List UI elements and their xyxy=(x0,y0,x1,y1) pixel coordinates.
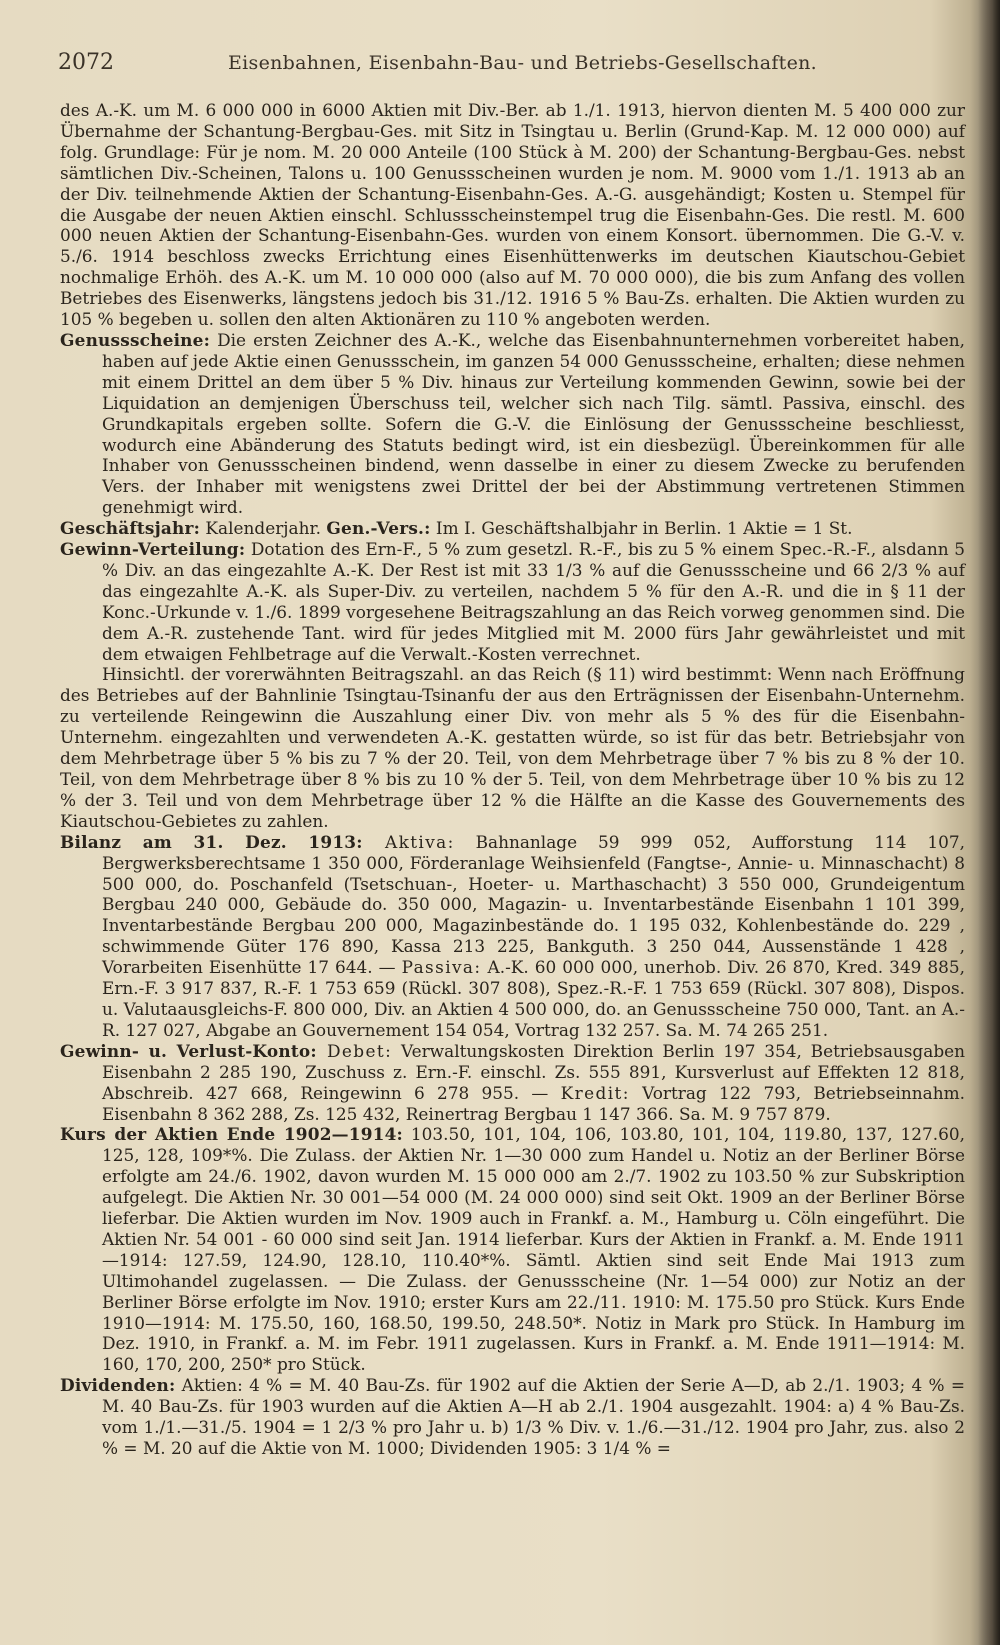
text-gewinn-verteilung: Dotation des Ern-F., 5 % zum gesetzl. R.-F., bis zu 5 % einem Spec.-R.-F., alsdann 5 % Div. an das eingezahlte A.-K. Der Rest ist mit 33 1/3 % auf die Genussscheine und 66 2/3 % auf das eingezahlte A.-K. als Super-Div. zu verteilen, nachdem 5 % für den A.-R. und die in § 11 der Konc.-Urkunde v. 1./6. 1899 vorgesehene Beitragszahlung an das Reich vorweg genommen sind. Die dem A.-R. zustehende Tant. wird für jedes Mitglied mit M. 2000 fürs Jahr gewährleistet und mit dem etwaigen Fehlbetrage auf die Verwalt.-Kosten verrechnet. xyxy=(102,539,965,664)
section-gewinn-verteilung xyxy=(60,539,965,664)
heading-kurs: Kurs der Aktien Ende 1902—1914: xyxy=(60,1124,403,1145)
heading-geschaeftsjahr: Geschäftsjahr: xyxy=(60,518,201,539)
text-debet: Verwaltungskosten Direktion Berlin 197 354, Betriebsausgaben Eisenbahn 2 285 190, Zuschuss z. Ern.-F. einschl. Zs. 555 891, Kursverlust auf Effekten 12 818, Abschreib. 427 668, Reingewinn 6 278 955. — xyxy=(102,1040,966,1103)
heading-dividenden: Dividenden: xyxy=(60,1375,176,1396)
heading-gewinn-verlust-konto: Gewinn- u. Verlust-Konto: xyxy=(60,1040,317,1061)
label-debet: Debet: xyxy=(316,1040,393,1061)
text-dividenden: Aktien: 4 % = M. 40 Bau-Zs. für 1902 auf die Aktien der Serie A—D, ab 2./1. 1903; 4 % = M. 40 Bau-Zs. für 1903 wurden auf die Aktien A—H ab 2./1. 1904 ausgezahlt. 1904: a) 4 % Bau-Zs. vom 1./1.—31./5. 1904 = 1 2/3 % pro Jahr u. b) 1/3 % Div. v. 1./6.—31./12. 1904 pro Jahr, zus. also 2 % = M. 20 auf die Aktie von M. 1000; Dividenden 1905: 3 1/4 % = xyxy=(102,1375,965,1458)
label-passiva: Passiva: xyxy=(401,957,482,978)
heading-gewinn-verteilung: Gewinn-Verteilung: xyxy=(60,539,246,560)
label-aktiva: Aktiva: xyxy=(362,831,455,852)
text-aktiva: Bahnanlage 59 999 052, Aufforstung 114 107, Bergwerksberechtsame 1 350 000, Förderanlage Weihsienfeld (Fangtse-, Annie- u. Minnaschacht) 8 500 000, do. Poschanfeld (Tsetschuan-, Hoeter- u. Marthaschacht) 3 550 000, Grundeigentum Bergbau 240 000, Gebäude do. 350 000, Magazin- u. Inventarbestände Eisenbahn 1 101 399, Inventarbestände Bergbau 200 000, Magazinbestände do. 1 195 032, Kohlenbestände do. 229 , schwimmende Güter 176 890, Kassa 213 225, Bankguth. 3 250 044, Aussenstände 1 428 , Vorarbeiten Eisenhütte 17 644. — xyxy=(102,831,966,978)
text-genussscheine: Die ersten Zeichner des A.-K., welche das Eisenbahnunternehmen vorbereitet haben, haben auf jede Aktie einen Genussschein, im ganzen 54 000 Genussscheine, erhalten; diese nehmen mit einem Drittel an dem über 5 % Div. hinaus zur Verteilung kommenden Gewinn, sowie bei der Liquidation an demjenigen Überschuss teil, welcher sich nach Tilg. sämtl. Passiva, einschl. des Grundkapitals ergeben sollte. Sofern die G.-V. die Einlösung der Genussscheine beschliesst, wodurch eine Abänderung des Statuts bedingt wird, ist ein diesbezügl. Übereinkommen für alle Inhaber von Genussscheinen bindend, wenn dasselbe in einer zu diesem Zwecke zu berufenden Vers. der Inhaber mit wenigstens zwei Drittel der bei der Abstimmung vertretenen Stimmen genehmigt wird. xyxy=(102,329,965,518)
section-genussscheine xyxy=(60,330,965,518)
section-kurs xyxy=(60,1124,965,1375)
text-geschaeftsjahr: Kalenderjahr. xyxy=(200,518,327,539)
text-gen-vers: Im I. Geschäftshalbjahr in Berlin. 1 Aktie = 1 St. xyxy=(430,518,853,539)
page-edge-shadow xyxy=(978,0,1000,1645)
text-kurs: 103.50, 101, 104, 106, 103.80, 101, 104, 119.80, 137, 127.60, 125, 128, 109*%. Die Zulass. der Aktien Nr. 1—30 000 zum Handel u. Notiz an der Berliner Börse erfolgte am 24./6. 1902, davon wurden M. 15 000 000 am 2./7. 1902 zu 103.50 % zur Subskription aufgelegt. Die Aktien Nr. 30 001—54 000 (M. 24 000 000) sind seit Okt. 1909 an der Berliner Börse lieferbar. Die Aktien wurden im Nov. 1909 auch in Frankf. a. M., Hamburg u. Cöln eingeführt. Die Aktien Nr. 54 001 - 60 000 sind seit Jan. 1914 lieferbar. Kurs der Aktien in Frankf. a. M. Ende 1911—1914: 127.59, 124.90, 128.10, 110.40*%. Sämtl. Aktien sind seit Ende Mai 1913 zum Ultimohandel zugelassen. — Die Zulass. der Genussscheine (Nr. 1—54 000) zur Notiz an der Berliner Börse erfolgte im Nov. 1910; erster Kurs am 22./11. 1910: M. 175.50 pro Stück. Kurs Ende 1910—1914: M. 175.50, 160, 168.50, 199.50, 248.50*. Notiz in Mark pro Stück. In Hamburg im Dez. 1910, in Frankf. a. M. im Febr. 1911 zugelassen. Kurs in Frankf. a. M. Ende 1911—1914: M. 160, 170, 200, 250* pro Stück. xyxy=(102,1124,965,1375)
paragraph-capital-increase: des A.-K. um M. 6 000 000 in 6000 Aktien mit Div.-Ber. ab 1./1. 1913, hiervon dienten M. 5 400 000 zur Übernahme der Schantung-Bergbau-Ges. mit Sitz in Tsingtau u. Berlin (Grund-Kap. M. 12 000 000) auf folg. Grundlage: Für je nom. M. 20 000 Anteile (100 Stück à M. 200) der Schantung-Bergbau-Ges. nebst sämtlichen Div.-Scheinen, Talons u. 100 Genussscheinen wurden je nom. M. 9000 vom 1./1. 1913 ab an der Div. teilnehmende Aktien der Schantung-Eisenbahn-Ges. A.-G. ausgehändigt; Kosten u. Stempel für die Ausgabe der neuen Aktien einschl. Schlussscheinstempel trug die Eisenbahn-Ges. Die restl. M. 600 000 neuen Aktien der Schantung-Eisenbahn-Ges. wurden von einem Konsort. übernommen. Die G.-V. v. 5./6. 1914 beschloss zwecks Errichtung eines Eisenhüttenwerks im deutschen Kiautschou-Gebiet nochmalige Erhöh. des A.-K. um M. 10 000 000 (also auf M. 70 000 000), die bis zum Anfang des vollen Betriebes des Eisenwerks, längstens jedoch bis 31./12. 1916 5 % Bau-Zs. erhalten. Die Aktien wurden zu 105 % begeben u. sollen den alten Aktionären zu 110 % angeboten werden. xyxy=(60,100,965,330)
running-title: Eisenbahnen, Eisenbahn-Bau- und Betriebs-Gesellschaften. xyxy=(228,52,818,74)
page-body xyxy=(60,100,965,1459)
section-gewinn-verlust-konto xyxy=(60,1041,965,1125)
text-kredit: Vortrag 122 793, Betriebseinnahm. Eisenbahn 8 362 288, Zs. 125 432, Reinertrag Bergbau 1 147 366. Sa. M. 9 757 879. xyxy=(102,1082,966,1124)
heading-bilanz: Bilanz am 31. Dez. 1913: xyxy=(60,831,363,852)
section-geschaeftsjahr xyxy=(60,518,965,539)
page-number: 2072 xyxy=(58,50,114,75)
label-kredit: Kredit: xyxy=(560,1082,630,1103)
paragraph-hinsichtl: Hinsichtl. der vorerwähnten Beitragszahl. an das Reich (§ 11) wird bestimmt: Wenn nach Eröffnung des Betriebes auf der Bahnlinie Tsingtau-Tsinanfu der aus den Erträgnissen der Eisenbahn-Unternehm. zu verteilende Reingewinn die Auszahlung einer Div. von mehr als 5 % des für die Eisenbahn-Unternehm. eingezahlten und verwendeten A.-K. gestatten würde, so ist für das betr. Betriebsjahr von dem Mehrbetrage über 5 % bis zu 7 % der 20. Teil, von dem Mehrbetrage über 7 % bis zu 8 % der 10. Teil, von dem Mehrbetrage über 8 % bis zu 10 % der 5. Teil, von dem Mehrbetrage über 10 % bis zu 12 % der 3. Teil und von dem Mehrbetrage über 12 % die Hälfte an die Kasse des Gouvernements des Kiautschou-Gebietes zu zahlen. xyxy=(60,664,965,831)
heading-gen-vers: Gen.-Vers.: xyxy=(326,518,431,539)
text-passiva: A.-K. 60 000 000, unerhob. Div. 26 870, Kred. 349 885, Ern.-F. 3 917 837, R.-F. 1 753 659 (Rückl. 307 808), Spez.-R.-F. 1 753 659 (Rückl. 307 808), Dispos. u. Valutaausgleichs-F. 800 000, Div. an Aktien 4 500 000, do. an Genussscheine 750 000, Tant. an A.-R. 127 027, Abgabe an Gouvernement 154 054, Vortrag 132 257. Sa. M. 74 265 251. xyxy=(102,957,965,1040)
section-dividenden xyxy=(60,1375,965,1459)
heading-genussscheine: Genussscheine: xyxy=(60,329,211,350)
section-bilanz xyxy=(60,832,965,1041)
